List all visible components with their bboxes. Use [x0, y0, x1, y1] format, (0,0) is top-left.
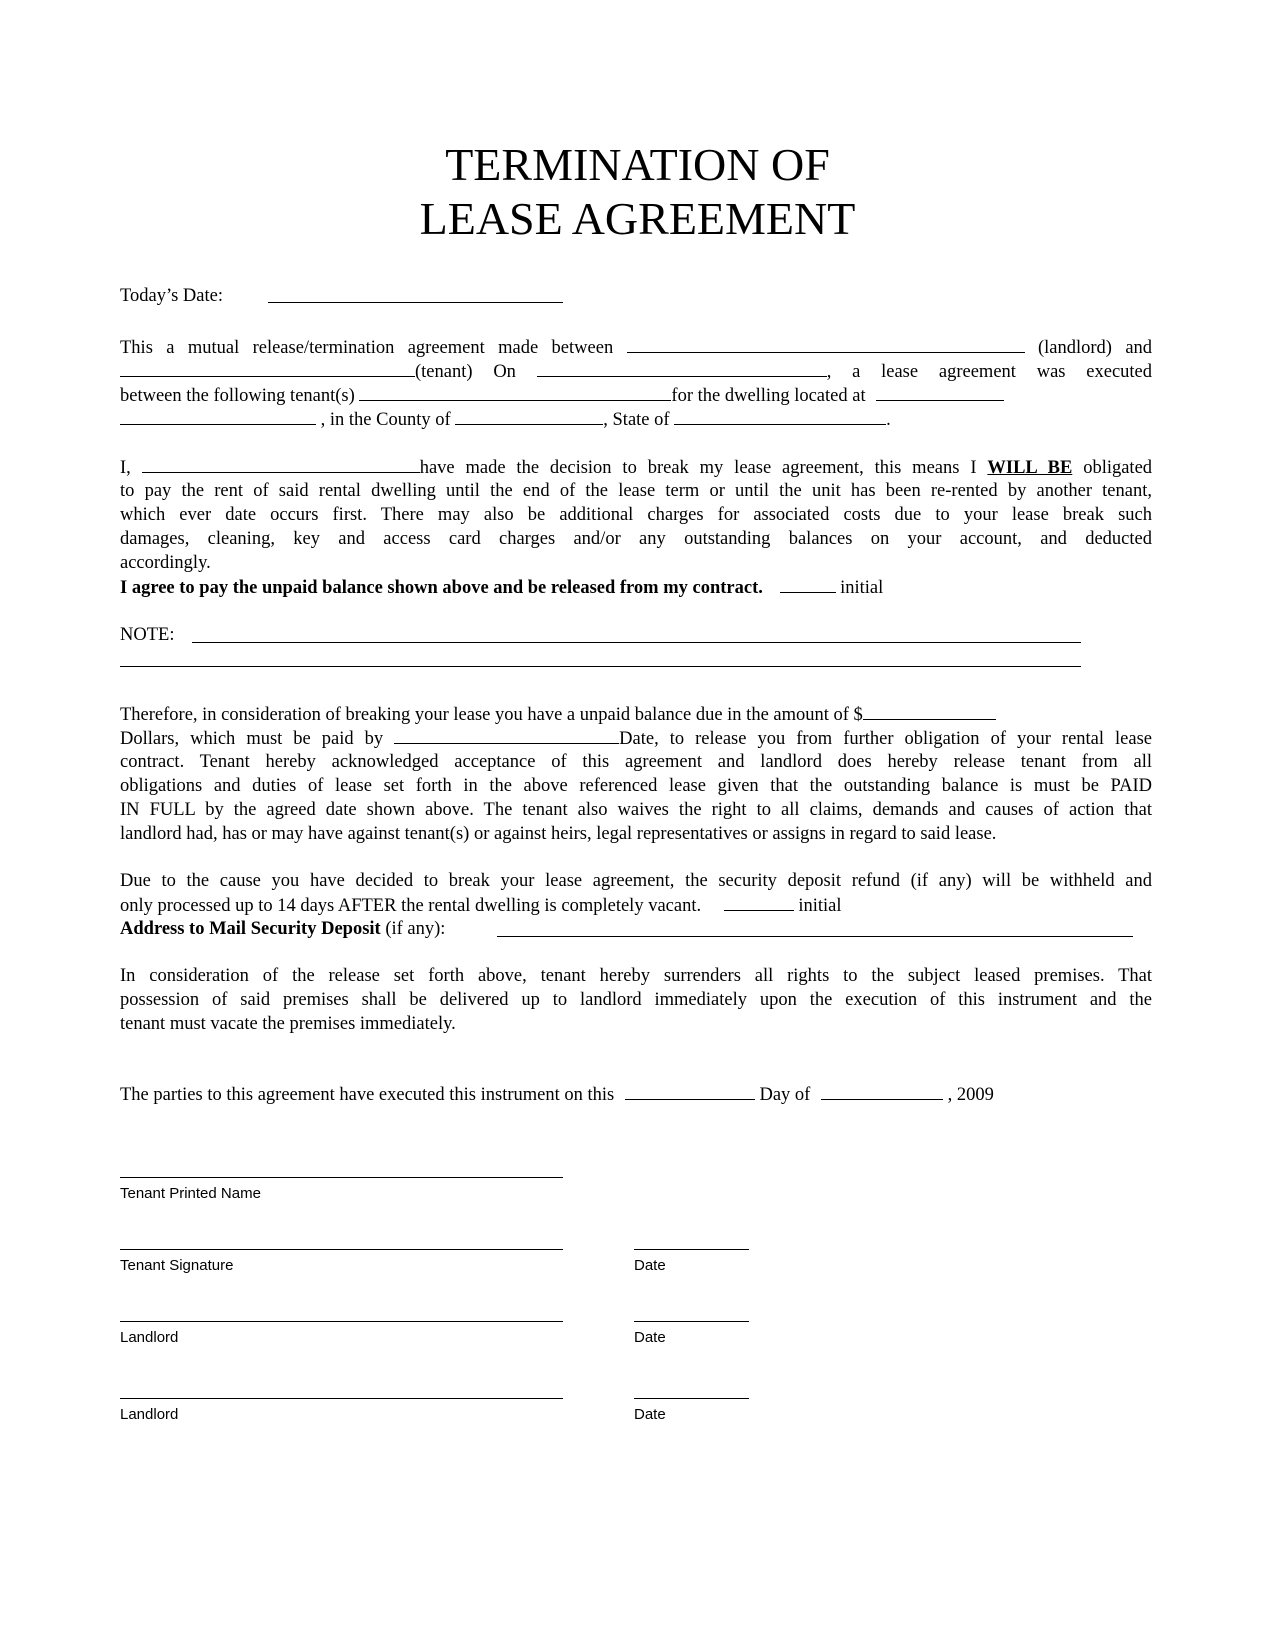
p1-line-4: , in the County of , State of .	[120, 407, 891, 432]
landlord-name-field[interactable]	[627, 335, 1025, 353]
p5-line-1: In consideration of the release set forth above, tenant hereby surrenders all rights to the subject leased premises. That	[120, 966, 1152, 986]
tenant-decision-name-field[interactable]	[142, 455, 420, 473]
note-field-line-2[interactable]	[120, 666, 1081, 667]
agree-initial-field[interactable]	[780, 575, 836, 593]
execution-day-field[interactable]	[625, 1082, 755, 1100]
deposit-initial-field[interactable]	[724, 893, 794, 911]
p1-line-3: between the following tenant(s) for the dwelling located at	[120, 383, 1004, 408]
deposit-address-row: Address to Mail Security Deposit (if any):	[120, 919, 446, 939]
initial-label-2: initial	[798, 896, 842, 916]
balance-amount-field[interactable]	[863, 702, 996, 720]
p3-line-6: landlord had, has or may have against tenant(s) or against heirs, legal representatives or assigns in regard to said lease.	[120, 824, 997, 844]
p3-line-3: contract. Tenant hereby acknowledged acceptance of this agreement and landlord does hereby release tenant from all	[120, 752, 1152, 772]
agreement-line	[120, 575, 883, 600]
deposit-address-label: Address to Mail Security Deposit	[120, 919, 381, 939]
initial-label-1: initial	[840, 578, 884, 598]
p1-line-2: (tenant) On , a lease agreement was executed	[120, 359, 1152, 384]
agree-statement: I agree to pay the unpaid balance shown above and be released from my contract.	[120, 578, 763, 598]
tenants-field[interactable]	[359, 383, 671, 401]
p5-line-3: tenant must vacate the premises immediately.	[120, 1014, 456, 1034]
tenant-signature-field[interactable]	[120, 1249, 563, 1250]
execution-line: The parties to this agreement have executed this instrument on this Day of , 2009	[120, 1082, 994, 1107]
title-line-2: LEASE AGREEMENT	[419, 193, 856, 244]
dwelling-address-field[interactable]	[876, 383, 1004, 401]
todays-date-row	[120, 284, 223, 308]
lease-date-field[interactable]	[537, 359, 827, 377]
landlord-label-1: Landlord	[120, 1329, 179, 1346]
p5-line-2: possession of said premises shall be delivered up to landlord immediately upon the execution of this instrument and the	[120, 990, 1152, 1010]
p3-line-4: obligations and duties of lease set forth in the above referenced lease given that the outstanding balance is must be PAID	[120, 776, 1152, 796]
state-field[interactable]	[674, 407, 886, 425]
deposit-address-field[interactable]	[497, 936, 1133, 937]
tenant-printed-name-label: Tenant Printed Name	[120, 1185, 261, 1202]
landlord-date-field-1[interactable]	[634, 1321, 749, 1322]
will-be-emphasis: WILL BE	[987, 458, 1073, 478]
execution-month-field[interactable]	[821, 1082, 943, 1100]
todays-date-label: Today’s Date:	[120, 286, 223, 306]
todays-date-field[interactable]	[268, 302, 563, 303]
landlord-signature-field-2[interactable]	[120, 1398, 563, 1399]
p2-line-3: which ever date occurs first. There may also be additional charges for associated costs due to your lease break such	[120, 505, 1152, 525]
p3-line-1: Therefore, in consideration of breaking your lease you have a unpaid balance due in the amount of $	[120, 702, 996, 727]
tenant-signature-label: Tenant Signature	[120, 1257, 234, 1274]
title-line-1: TERMINATION OF	[445, 139, 830, 190]
p4-line-1: Due to the cause you have decided to break your lease agreement, the security deposit refund (if any) will be withheld and	[120, 871, 1152, 891]
landlord-date-field-2[interactable]	[634, 1398, 749, 1399]
p2-line-2: to pay the rent of said rental dwelling until the end of the lease term or until the unit has been re-rented by another tenant,	[120, 481, 1152, 501]
p1-line-1: This a mutual release/termination agreement made between (landlord) and	[120, 335, 1152, 360]
p4-line-2: only processed up to 14 days AFTER the rental dwelling is completely vacant. initial	[120, 893, 842, 918]
p3-line-2: Dollars, which must be paid by Date, to release you from further obligation of your rental lease	[120, 726, 1152, 751]
dwelling-address-field-2[interactable]	[120, 407, 316, 425]
p2-line-5: accordingly.	[120, 553, 211, 573]
date-label-1: Date	[634, 1257, 666, 1274]
note-label: NOTE:	[120, 625, 175, 645]
landlord-signature-field-1[interactable]	[120, 1321, 563, 1322]
county-field[interactable]	[455, 407, 603, 425]
date-label-2: Date	[634, 1329, 666, 1346]
note-field-line-1[interactable]	[192, 642, 1081, 643]
payment-date-field[interactable]	[394, 726, 619, 744]
p2-line-1: I, have made the decision to break my lease agreement, this means I WILL BE obligated	[120, 455, 1152, 480]
landlord-label-2: Landlord	[120, 1406, 179, 1423]
date-label-3: Date	[634, 1406, 666, 1423]
tenant-name-field[interactable]	[120, 359, 415, 377]
p2-line-4: damages, cleaning, key and access card charges and/or any outstanding balances on your account, and deducted	[120, 529, 1152, 549]
tenant-printed-name-field[interactable]	[120, 1177, 563, 1178]
p3-line-5: IN FULL by the agreed date shown above. The tenant also waives the right to all claims, demands and causes of action that	[120, 800, 1152, 820]
tenant-signature-date-field[interactable]	[634, 1249, 749, 1250]
